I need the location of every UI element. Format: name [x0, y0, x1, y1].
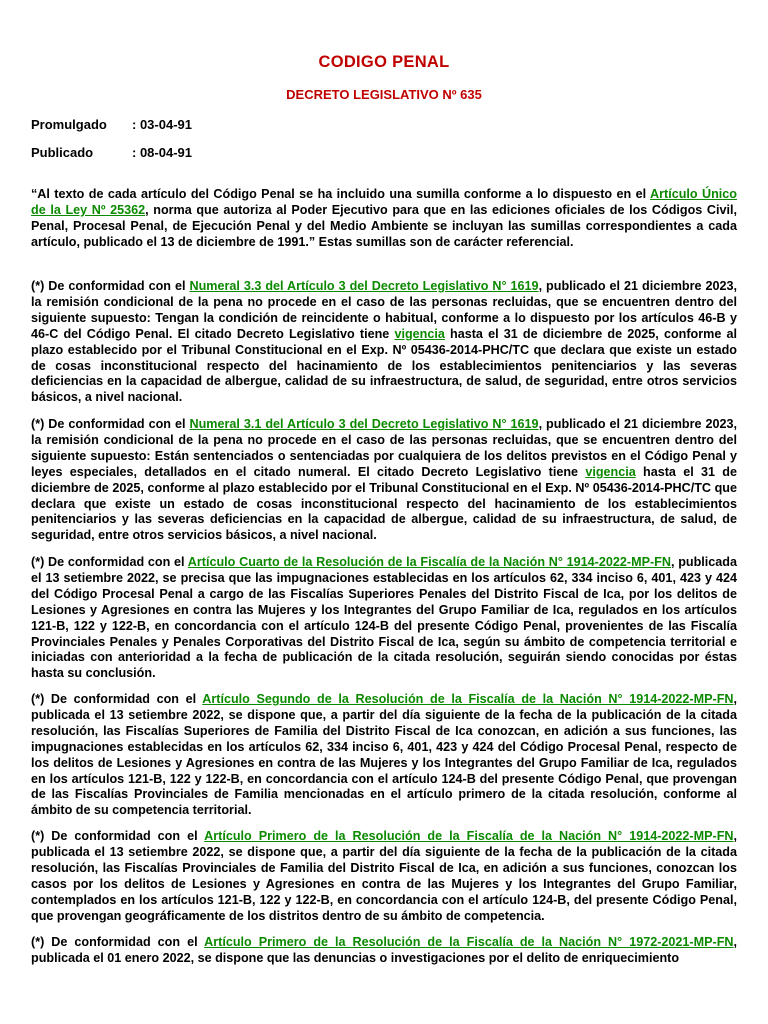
- link-numeral-3-1[interactable]: Numeral 3.1 del Artículo 3 del Decreto Legislativo N° 1619: [189, 417, 539, 431]
- link-resolucion-primero[interactable]: Artículo Primero de la Resolución de la Fiscalía de la Nación N° 1914-2022-MP-FN: [204, 829, 734, 843]
- promulgado-label: Promulgado: [31, 117, 107, 132]
- paragraph-text: hasta el 31 de diciembre de 2025, conforme al plazo establecido por el Tribunal Constitucional en el Exp. Nº 05436-2014-PHC/TC que declara que existe un estado de cosas inconstitucional respecto del hacinamiento de los establecimientos penitenciarios y las severas deficiencias en la capacidad de albergue, calidad de su infraestructura, de salud, de seguridad, entre otros servicios básicos, a nivel nacional.: [31, 326, 737, 405]
- paragraph-note: [31, 417, 737, 544]
- paragraph-text: (*) De conformidad con el: [31, 935, 205, 949]
- document-subtitle: DECRETO LEGISLATIVO Nº 635: [286, 87, 482, 102]
- link-resolucion-cuarto[interactable]: Artículo Cuarto de la Resolución de la Fiscalía de la Nación N° 1914-2022-MP-FN: [187, 555, 671, 569]
- paragraph-text: (*) De conformidad con el: [31, 279, 190, 293]
- link-vigencia[interactable]: vigencia: [394, 326, 445, 341]
- paragraph-text: (*) De conformidad con el: [31, 692, 203, 706]
- paragraph-text: (*) De conformidad con el: [31, 555, 188, 569]
- paragraph-note: [31, 829, 737, 924]
- paragraph-text: (*) De conformidad con el: [31, 417, 190, 431]
- publicado-label: Publicado: [31, 145, 94, 160]
- promulgado-value: : 03-04-91: [132, 117, 192, 132]
- paragraph-note: [31, 935, 737, 967]
- paragraph-note: [31, 279, 737, 406]
- paragraph-text: , publicado el 21 diciembre 2023, la remisión condicional de la pena no procede en el caso de las personas recluidas, que se encuentren dentro del siguiente supuesto: Tengan la condición de reincidente o habitual, conforme a lo dispuesto por los artículos 46-B y 46-C del Código Penal. El citado Decreto Legislativo tiene: [31, 279, 737, 341]
- link-resolucion-segundo[interactable]: Artículo Segundo de la Resolución de la Fiscalía de la Nación N° 1914-2022-MP-FN: [202, 692, 734, 706]
- promulgado-row: [31, 117, 192, 133]
- link-resolucion-1972[interactable]: Artículo Primero de la Resolución de la Fiscalía de la Nación N° 1972-2021-MP-FN: [204, 935, 734, 949]
- paragraph-text: , publicada el 13 setiembre 2022, se precisa que las impugnaciones establecidas en los artículos 62, 334 inciso 6, 401, 423 y 424 del Código Procesal Penal a cargo de las Fiscalías Superiores Penales del Distrito Fiscal de Ica, por los delitos de Lesiones y Agresiones en contra las Mujeres y los Integrantes del Grupo Familiar de Ica, regulados en los artículos 121-B, 122 y 122-B, en concordancia con el artículo 124-B del presente Código Penal, provenientes de las Fiscalía Provinciales Penales y Penales Corporativas del Distrito Fiscal de Ica, según su ámbito de competencia territorial e iniciadas con anterioridad a la fecha de publicación de la citada resolución, seguirán siendo conocidas por éstas hasta su conclusión.: [31, 555, 737, 681]
- paragraph-text: , publicada el 13 setiembre 2022, se dispone que, a partir del día siguiente de la fecha de la publicación de la citada resolución, las Fiscalías Provinciales de Familia del Distrito Fiscal de Ica, en adición a sus funciones, conozcan los casos por los delitos de Lesiones y Agresiones en contra de las Mujeres y los Integrantes del Grupo Familiar, contemplados en los artículos 121-B, 122 y 122-B, en concordancia con el artículo 124-B, del presente Código Penal, que provengan geográficamente de los distritos dentro de su ámbito de competencia.: [31, 829, 737, 923]
- paragraph-note: [31, 555, 737, 682]
- paragraph-text: (*) De conformidad con el: [31, 829, 205, 843]
- paragraph-text: , norma que autoriza al Poder Ejecutivo para que en las ediciones oficiales de los Códigos Civil, Penal, Procesal Penal, de Ejecución Penal y del Medio Ambiente se incluyan las sumillas correspondientes a cada artículo, publicado el 13 de diciembre de 1991.” Estas sumillas son de carácter referencial.: [31, 202, 737, 249]
- link-vigencia[interactable]: vigencia: [585, 464, 636, 479]
- paragraph-text: “Al texto de cada artículo del Código Penal se ha incluido una sumilla conforme a lo dispuesto en el: [31, 187, 651, 201]
- paragraph-note: [31, 692, 737, 819]
- publicado-row: [31, 145, 192, 161]
- publicado-value: : 08-04-91: [132, 145, 192, 160]
- paragraph-text: hasta el 31 de diciembre de 2025, conforme al plazo establecido por el Tribunal Constitucional en el Exp. Nº 05436-2014-PHC/TC que declara que existe un estado de cosas inconstitucional respecto del hacinamiento de los establecimientos penitenciarios y las severas deficiencias en la capacidad de albergue, calidad de su infraestructura, de salud, de seguridad, entre otros servicios básicos, a nivel nacional.: [31, 464, 737, 543]
- paragraph-text: , publicado el 21 diciembre 2023, la remisión condicional de la pena no procede en el caso de las personas recluidas, que se encuentren dentro del siguiente supuesto: Están sentenciados o sentenciadas por cualquiera de los delitos previstos en el Código Penal y leyes especiales, detallados en el citado numeral. El citado Decreto Legislativo tiene: [31, 417, 737, 479]
- link-ley-25362[interactable]: Artículo Único de la Ley Nº 25362: [31, 187, 738, 217]
- paragraph-sumillas: [31, 187, 737, 251]
- paragraph-text: , publicada el 01 enero 2022, se dispone que las denuncias o investigaciones por el delito de enriquecimiento: [31, 935, 737, 965]
- paragraph-text: , publicada el 13 setiembre 2022, se dispone que, a partir del día siguiente de la fecha de la publicación de la citada resolución, las Fiscalías Superiores de Familia del Distrito Fiscal de Ica conozcan, en adición a sus funciones, las impugnaciones establecidas en los artículos 62, 334 inciso 6, 401, 423 y 424 del Código Procesal Penal, respecto de los delitos de Lesiones y Agresiones en contra de las Mujeres y los Integrantes del Grupo Familiar de Ica, regulados en los artículos 121-B, 122 y 122-B, en concordancia con el artículo 124-B del presente Código Penal, que provengan de las Fiscalías Provinciales de Familia mencionadas en el artículo primero de la citada resolución, conforme al ámbito de su competencia territorial.: [31, 692, 737, 818]
- document-title: CODIGO PENAL: [318, 53, 450, 71]
- link-numeral-3-3[interactable]: Numeral 3.3 del Artículo 3 del Decreto Legislativo N° 1619: [189, 279, 539, 293]
